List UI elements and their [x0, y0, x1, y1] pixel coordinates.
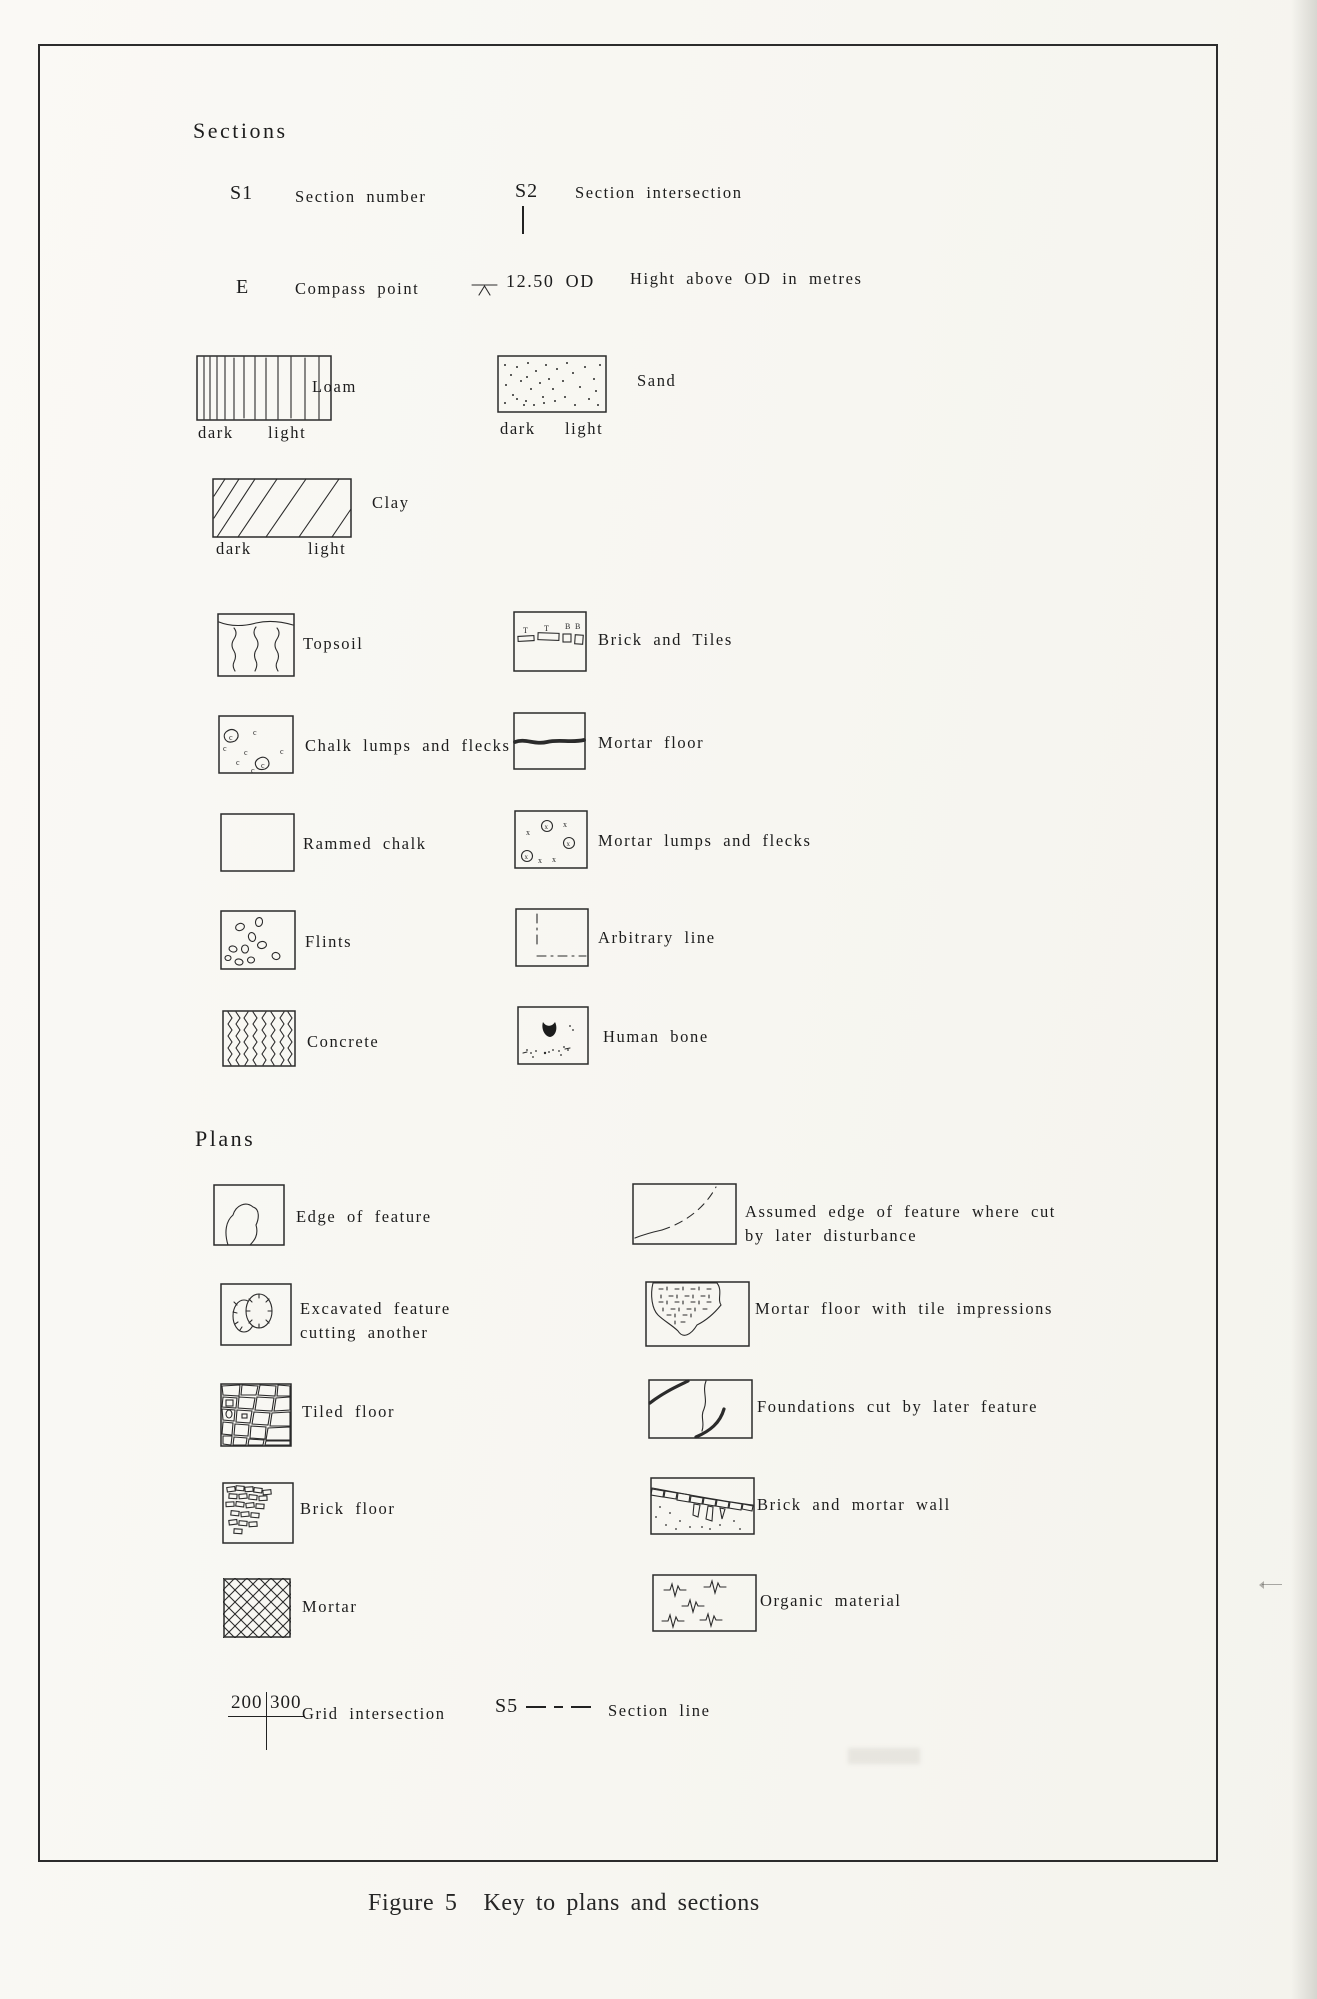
svg-text:x: x — [524, 853, 528, 861]
svg-text:B: B — [575, 622, 581, 631]
topsoil-label: Topsoil — [303, 634, 364, 653]
mortar-lumps-swatch — [514, 810, 588, 869]
pencil-margin-mark — [1262, 1584, 1282, 1591]
svg-text:c: c — [244, 748, 248, 757]
svg-text:B: B — [565, 622, 571, 631]
section-number-label: Section number — [295, 187, 427, 206]
edge-of-feature-label: Edge of feature — [296, 1207, 432, 1226]
sand-swatch — [497, 355, 607, 413]
svg-text:x: x — [563, 820, 567, 829]
svg-text:c: c — [280, 747, 284, 756]
svg-text:x: x — [566, 840, 570, 848]
section-number-code: S1 — [230, 182, 254, 204]
od-height-value: 12.50 OD — [506, 271, 595, 291]
clay-dark-label: dark — [216, 539, 252, 558]
loam-light-label: light — [268, 423, 307, 442]
mortar-tile-impressions-label: Mortar floor with tile impressions — [755, 1299, 1054, 1318]
compass-point-label: Compass point — [295, 279, 420, 298]
excavated-feature-label-line1: Excavated feature — [300, 1299, 451, 1318]
excavated-feature-label-line2: cutting another — [300, 1323, 429, 1342]
figure-frame — [38, 44, 1218, 1862]
organic-material-label: Organic material — [760, 1591, 902, 1610]
sand-dark-label: dark — [500, 419, 536, 438]
svg-text:T: T — [544, 624, 549, 633]
brick-and-tiles-swatch — [513, 611, 587, 672]
clay-light-label: light — [308, 539, 347, 558]
svg-text:c: c — [236, 758, 240, 767]
section-line-short-dash — [554, 1706, 563, 1708]
section-line-code: S5 — [495, 1695, 519, 1717]
svg-text:c: c — [261, 761, 265, 770]
brick-mortar-wall-swatch — [650, 1477, 755, 1535]
svg-text:T: T — [523, 626, 528, 635]
edge-of-feature-swatch — [213, 1184, 285, 1246]
assumed-edge-label — [745, 1200, 1105, 1248]
mortar-floor-label: Mortar floor — [598, 733, 705, 752]
section-line-dash — [526, 1706, 546, 1708]
svg-text:x: x — [526, 828, 530, 837]
mortar-floor-swatch — [513, 712, 586, 770]
section-line-dash2 — [571, 1706, 591, 1708]
sand-label: Sand — [637, 371, 677, 390]
clay-label: Clay — [372, 493, 410, 512]
human-bone-swatch — [517, 1006, 589, 1065]
foundations-cut-swatch — [648, 1379, 753, 1439]
mortar-lumps-label: Mortar lumps and flecks — [598, 831, 812, 850]
mortar-swatch — [223, 1578, 291, 1638]
tiled-floor-label: Tiled floor — [302, 1402, 396, 1421]
scan-edge-shadow — [1291, 0, 1317, 1999]
sections-heading: Sections — [193, 118, 288, 143]
brick-floor-label: Brick floor — [300, 1499, 396, 1518]
organic-material-swatch — [652, 1574, 757, 1632]
benchmark-icon — [470, 281, 500, 299]
assumed-edge-label-line1: Assumed edge of feature where cut — [745, 1202, 1056, 1221]
excavated-feature-swatch — [220, 1283, 292, 1346]
concrete-label: Concrete — [307, 1032, 380, 1051]
chalk-lumps-label: Chalk lumps and flecks — [305, 736, 511, 755]
tiled-floor-swatch — [220, 1383, 292, 1447]
rammed-chalk-label: Rammed chalk — [303, 834, 427, 853]
section-line-symbol — [495, 1695, 591, 1718]
human-bone-label: Human bone — [603, 1027, 709, 1046]
mortar-tile-impressions-swatch — [645, 1281, 750, 1347]
chalk-lumps-swatch — [218, 715, 294, 774]
section-intersection-label: Section intersection — [575, 183, 743, 202]
arbitrary-line-label: Arbitrary line — [598, 928, 716, 947]
svg-text:c: c — [253, 728, 257, 737]
brick-and-tiles-label: Brick and Tiles — [598, 630, 733, 649]
clay-swatch — [212, 478, 352, 538]
svg-text:c: c — [223, 744, 227, 753]
excavated-feature-label — [300, 1297, 660, 1345]
scan-smudge — [848, 1748, 920, 1764]
flints-label: Flints — [305, 932, 353, 951]
loam-label: Loam — [312, 377, 357, 396]
concrete-swatch — [222, 1010, 296, 1067]
sand-light-label: light — [565, 419, 604, 438]
svg-text:x: x — [538, 856, 542, 865]
rammed-chalk-swatch — [220, 813, 295, 872]
mortar-label: Mortar — [302, 1597, 358, 1616]
svg-text:x: x — [552, 855, 556, 864]
grid-intersection-right-value: 300 — [267, 1692, 305, 1717]
flints-swatch — [220, 910, 296, 970]
brick-mortar-wall-label: Brick and mortar wall — [757, 1495, 951, 1514]
compass-point-code: E — [236, 276, 250, 298]
plans-heading: Plans — [195, 1126, 256, 1151]
svg-text:c: c — [251, 766, 255, 774]
grid-intersection-left-value: 200 — [228, 1692, 266, 1717]
grid-intersection-symbol — [228, 1692, 305, 1750]
section-line-label: Section line — [608, 1701, 711, 1720]
figure-caption — [368, 1890, 760, 1918]
assumed-edge-label-line2: by later disturbance — [745, 1226, 918, 1245]
section-intersection-tick — [522, 206, 524, 234]
arbitrary-line-swatch — [515, 908, 589, 967]
brick-floor-swatch — [222, 1482, 294, 1544]
grid-intersection-label: Grid intersection — [302, 1704, 446, 1723]
figure-caption-number: Figure 5 — [368, 1890, 458, 1916]
topsoil-swatch — [217, 613, 295, 677]
section-intersection-code: S2 — [515, 180, 539, 202]
od-height-label: Hight above OD in metres — [630, 269, 863, 288]
assumed-edge-swatch — [632, 1183, 737, 1245]
foundations-cut-label: Foundations cut by later feature — [757, 1397, 1039, 1416]
svg-text:c: c — [229, 733, 233, 742]
svg-text:x: x — [544, 823, 548, 831]
loam-dark-label: dark — [198, 423, 234, 442]
figure-caption-title: Key to plans and sections — [483, 1890, 760, 1916]
